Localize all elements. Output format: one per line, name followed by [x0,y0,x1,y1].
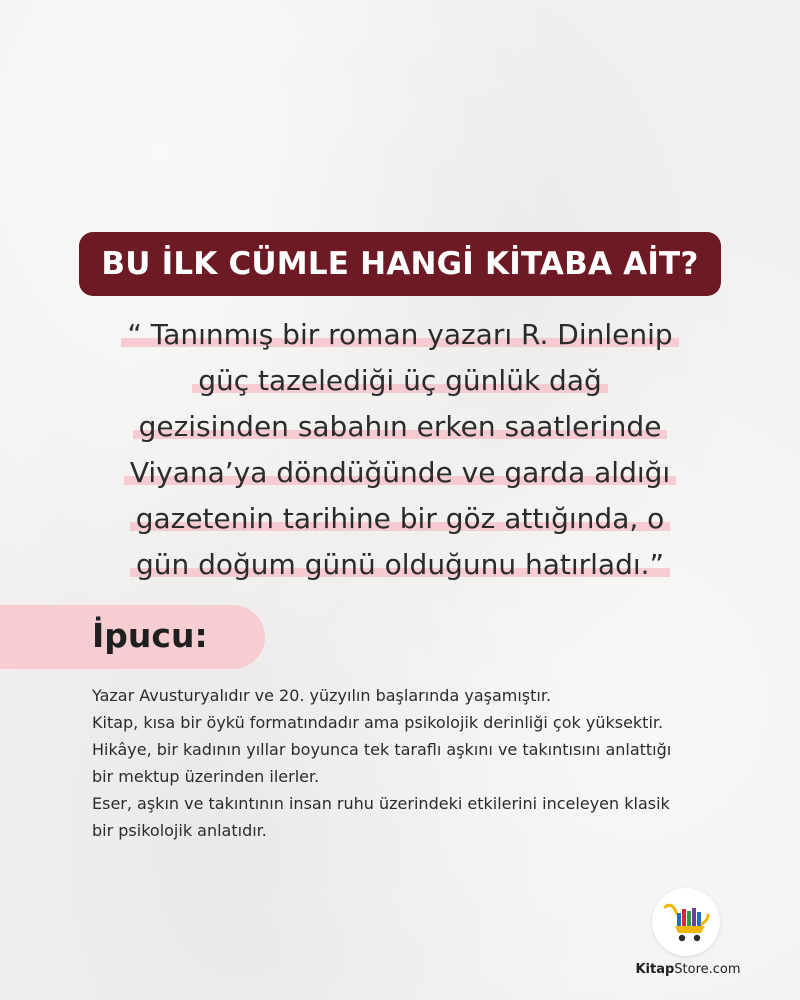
clue-line: Kitap, kısa bir öykü formatındadır ama psikolojik derinliği çok yüksektir. [92,713,664,732]
page-title: BU İLK CÜMLE HANGİ KİTABA AİT? [79,232,720,296]
hint-heading: İpucu: [92,616,208,655]
clue-line: Hikâye, bir kadının yıllar boyunca tek taraflı aşkını ve takıntısını anlattığı [92,740,672,759]
quote-line-text: Viyana’ya döndüğünde ve garda aldığı [124,456,676,489]
title-container [0,232,800,296]
hint-clues [92,682,782,844]
quote-line [60,312,740,358]
quote-line-text: gazetenin tarihine bir göz attığında, o [130,502,671,535]
quote-line [60,404,740,450]
brand-name [618,962,758,977]
brand-name-rest: Store.com [674,962,741,977]
quote-line-text: “ Tanınmış bir roman yazarı R. Dinlenip [121,318,678,351]
shopping-cart-books-icon [662,900,710,944]
quote-line [60,358,740,404]
quote-line [60,496,740,542]
brand-name-bold: Kitap [635,962,675,977]
quote-line-text: gün doğum günü olduğunu hatırladı.” [130,548,670,581]
quote-line-text: gezisinden sabahın erken saatlerinde [133,410,668,443]
quote-line [60,542,740,588]
quote-line [60,450,740,496]
quote-line-text: güç tazelediği üç günlük dağ [192,364,608,397]
clue-line: Eser, aşkın ve takıntının insan ruhu üzerindeki etkilerini inceleyen klasik [92,794,670,813]
clue-line: Yazar Avusturyalıdır ve 20. yüzyılın başlarında yaşamıştır. [92,686,552,705]
brand-logo [652,888,720,956]
clue-line: bir psikolojik anlatıdır. [92,821,267,840]
clue-line: bir mektup üzerinden ilerler. [92,767,320,786]
first-sentence-quote [60,312,740,588]
